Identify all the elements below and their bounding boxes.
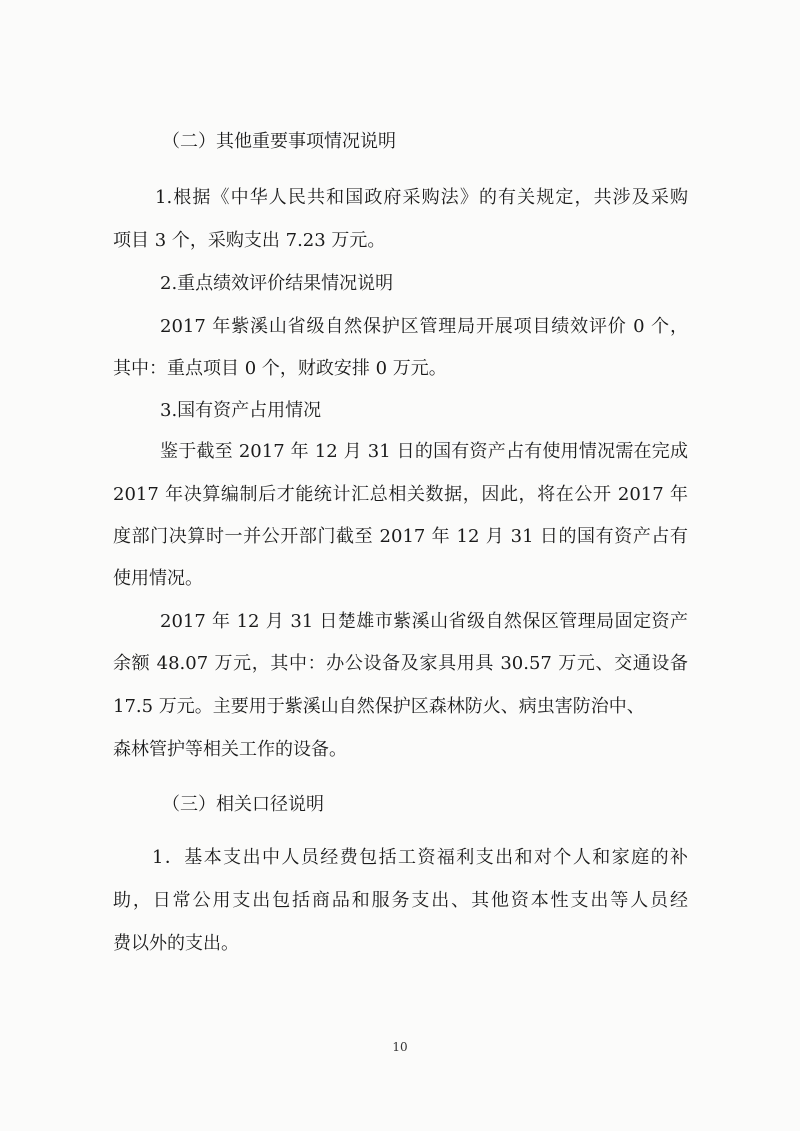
- item-2-line-2: 其中：重点项目 0 个，财政安排 0 万元。: [113, 358, 447, 379]
- item-4-line-2: 助，日常公用支出包括商品和服务支出、其他资本性支出等人员经: [113, 890, 688, 911]
- item-3-heading: 3.国有资产占用情况: [160, 400, 322, 421]
- item-3-para-1-line-2: 2017 年决算编制后才能统计汇总相关数据，因此，将在公开 2017 年: [113, 484, 688, 505]
- item-3-para-2-line-4: 森林管护等相关工作的设备。: [113, 739, 347, 760]
- item-2-line-1: 2017 年紫溪山省级自然保护区管理局开展项目绩效评价 0 个，: [160, 316, 688, 337]
- item-3-para-2-line-1: 2017 年 12 月 31 日楚雄市紫溪山省级自然保区管理局固定资产: [160, 611, 688, 632]
- item-3-para-1-line-4: 使用情况。: [113, 568, 203, 589]
- item-4-line-3: 费以外的支出。: [113, 933, 239, 954]
- item-3-para-1-line-3: 度部门决算时一并公开部门截至 2017 年 12 月 31 日的国有资产占有: [113, 526, 688, 547]
- item-1-line-2: 项目 3 个，采购支出 7.23 万元。: [113, 230, 386, 251]
- item-2-heading: 2.重点绩效评价结果情况说明: [160, 273, 394, 294]
- section-two-heading: （二）其他重要事项情况说明: [162, 131, 396, 152]
- section-three-heading: （三）相关口径说明: [162, 794, 324, 815]
- item-3-para-1-line-1: 鉴于截至 2017 年 12 月 31 日的国有资产占有使用情况需在完成: [160, 441, 688, 462]
- item-1-line-1: 1.根据《中华人民共和国政府采购法》的有关规定，共涉及采购: [155, 187, 688, 208]
- item-3-para-2-line-3: 17.5 万元。主要用于紫溪山自然保护区森林防火、病虫害防治中、: [113, 696, 645, 717]
- item-4-line-1: 1．基本支出中人员经费包括工资福利支出和对个人和家庭的补: [152, 847, 688, 868]
- page-number: 10: [392, 1040, 408, 1054]
- item-3-para-2-line-2: 余额 48.07 万元，其中：办公设备及家具用具 30.57 万元、交通设备: [113, 653, 688, 674]
